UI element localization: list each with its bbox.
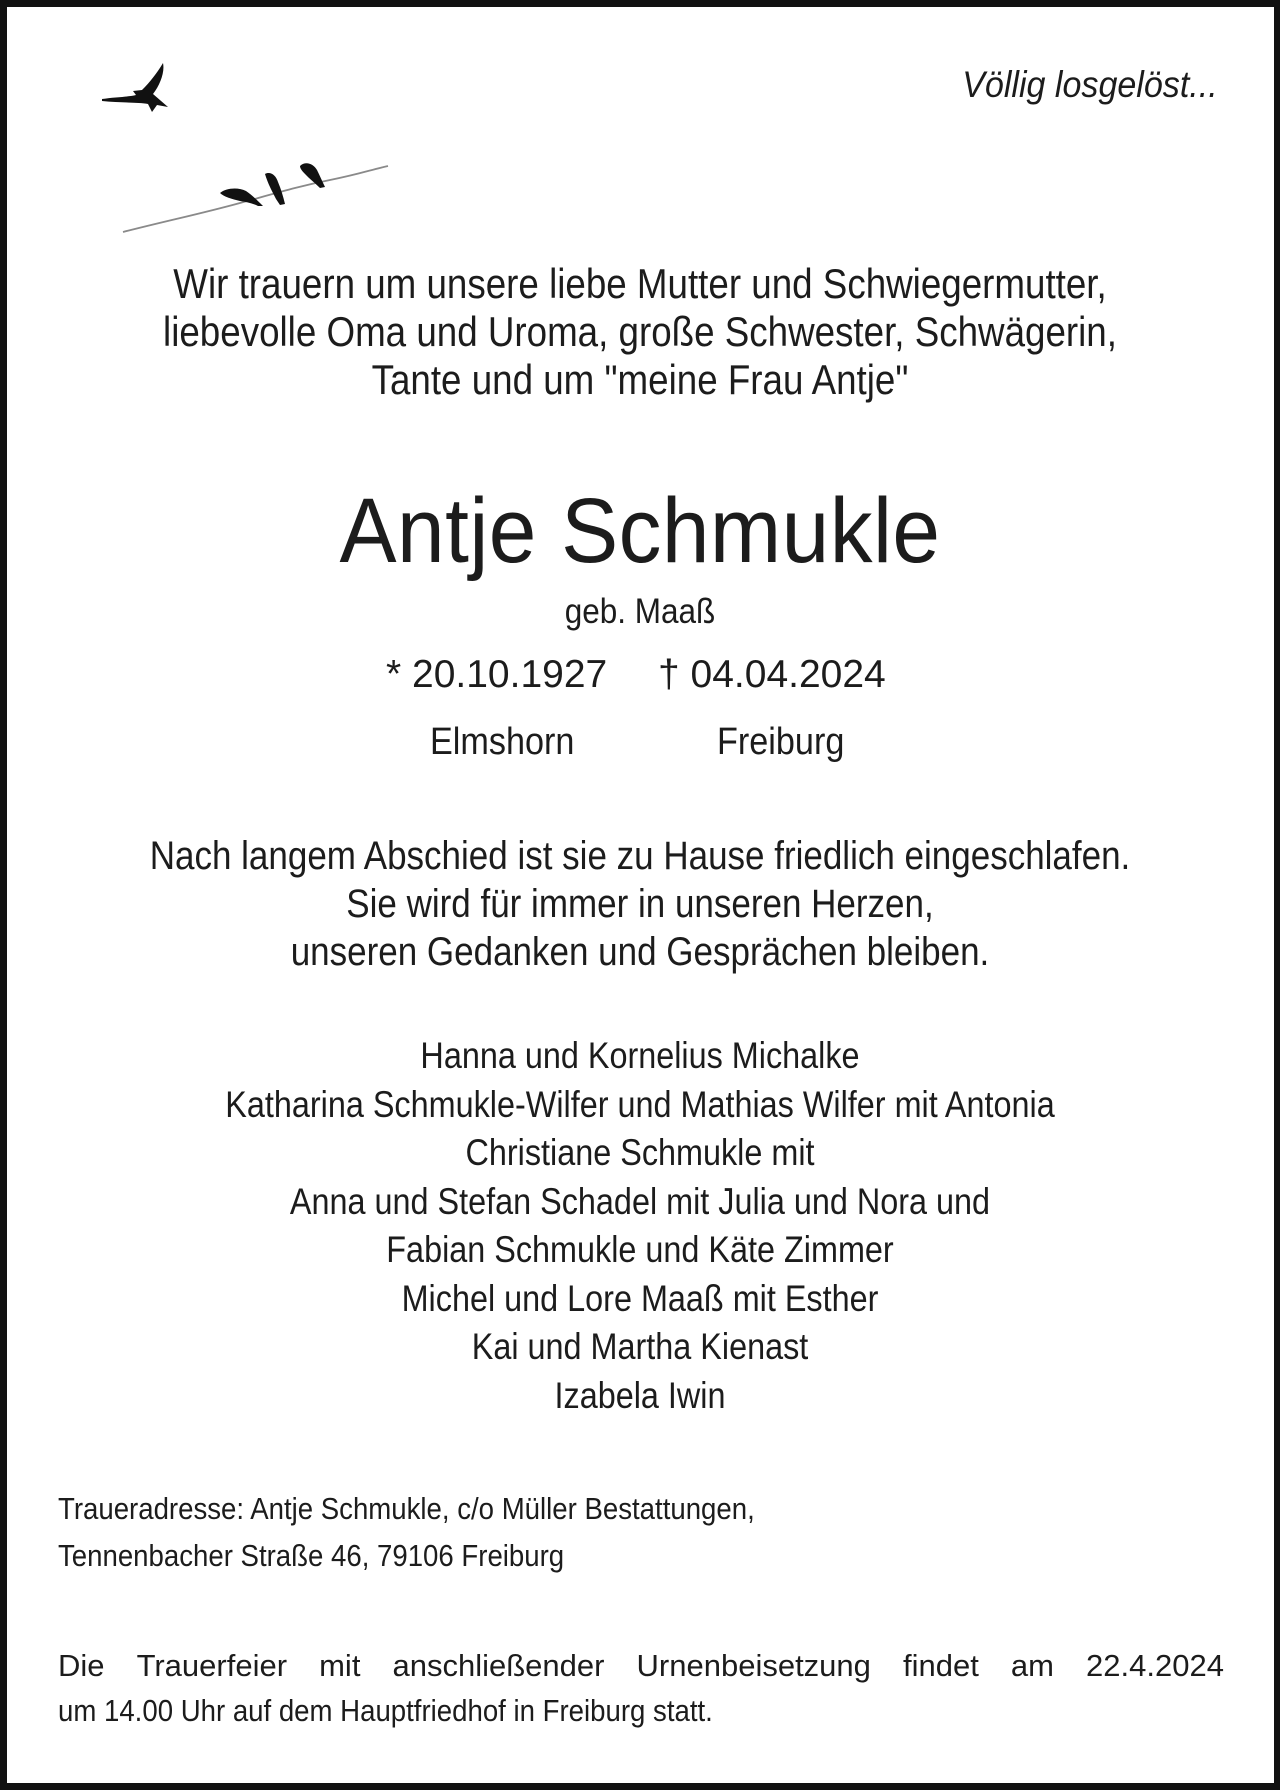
- ceremony-word: am: [1010, 1648, 1054, 1683]
- birth-symbol: *: [386, 653, 402, 696]
- message-line-1: Nach langem Abschied ist sie zu Hause friedlich eingeschlafen.: [149, 834, 1131, 878]
- ceremony-word: mit: [319, 1648, 361, 1683]
- birth-date-group: [386, 655, 607, 694]
- mourner-line: Hanna und Kornelius Michalke: [420, 1035, 860, 1076]
- ceremony-line-1: [58, 1650, 1224, 1681]
- deceased-name: Antje Schmukle: [339, 480, 941, 582]
- birth-name: geb. Maaß: [564, 592, 716, 631]
- mourner-line: Fabian Schmukle und Käte Zimmer: [386, 1229, 894, 1270]
- mourner-line: Christiane Schmukle mit: [465, 1132, 815, 1173]
- intro-line-3: Tante und um "meine Frau Antje": [371, 356, 909, 403]
- death-place: Freiburg: [717, 721, 845, 763]
- mourning-address-line-1: Traueradresse: Antje Schmukle, c/o Müller Bestattungen,: [58, 1491, 755, 1526]
- ceremony-word: 22.4.2024: [1086, 1648, 1224, 1683]
- mourner-line: Izabela Iwin: [554, 1375, 726, 1416]
- birth-place: Elmshorn: [430, 721, 575, 763]
- intro-line-2: liebevolle Oma und Uroma, große Schwester, Schwägerin,: [163, 308, 1117, 355]
- ceremony-word: Urnenbeisetzung: [636, 1648, 871, 1683]
- ceremony-word: Die: [58, 1648, 105, 1683]
- mourner-line: Michel und Lore Maaß mit Esther: [401, 1278, 879, 1319]
- death-date: 04.04.2024: [690, 653, 886, 696]
- mourning-address-line-2: Tennenbacher Straße 46, 79106 Freiburg: [58, 1538, 565, 1573]
- death-date-group: [658, 655, 886, 694]
- mourner-line: Katharina Schmukle-Wilfer und Mathias Wilfer mit Antonia: [225, 1084, 1055, 1125]
- ceremony-line-2: um 14.00 Uhr auf dem Hauptfriedhof in Freiburg statt.: [58, 1693, 713, 1728]
- birth-date: 20.10.1927: [412, 653, 608, 696]
- message-line-2: Sie wird für immer in unseren Herzen,: [346, 882, 934, 926]
- birds-on-wire-icon: [90, 50, 410, 250]
- mourner-line: Anna und Stefan Schadel mit Julia und Nora und: [289, 1181, 991, 1222]
- death-symbol: †: [658, 653, 680, 696]
- intro-line-1: Wir trauern um unsere liebe Mutter und Schwiegermutter,: [173, 260, 1107, 307]
- message-line-3: unseren Gedanken und Gesprächen bleiben.: [290, 930, 990, 974]
- ceremony-word: findet: [902, 1648, 979, 1683]
- ceremony-word: Trauerfeier: [136, 1648, 288, 1683]
- ceremony-word: anschließender: [392, 1648, 605, 1683]
- mourner-line: Kai und Martha Kienast: [471, 1326, 809, 1367]
- motto-text: Völlig losgelöst...: [962, 64, 1218, 105]
